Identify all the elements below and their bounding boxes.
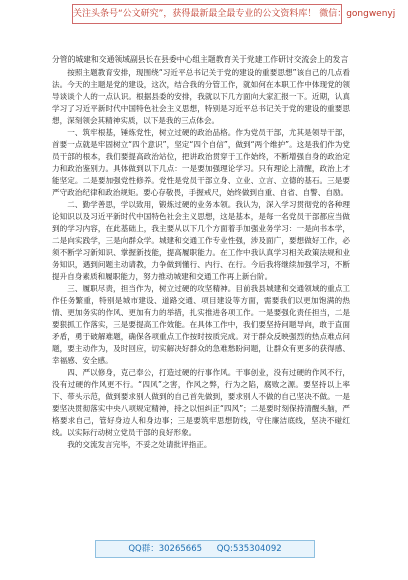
paragraph: 按照主题教育安排，现围绕“习近平总书记关于党的建设的重要思想”该自己的几点看法。今天的主题是党的建设，这次，结合我的分管工作，就如何在本职工作中体现党的领导谈谈个人的一点认识。根据县委的安排，我就以下几方面向大家汇报一下。近期，认真学习了习近平新时代中国特色社会主义思想，特别是习近平总书记关于党的建设的重要思想，深刻领会其精神实质，以下是我的三点体会。 <box>52 68 350 125</box>
qq-label: QQ:535304092 <box>216 544 282 554</box>
top-banner[interactable]: 关注头条号“公文研究”，获得最新最全最专业的公文资料库！ 微信：gongwenyj <box>72 4 342 24</box>
paragraph: 一、筑牢根基，锤炼党性，树立过硬的政治品格。作为党员干部，尤其是领导干部，首要一点就是牢固树立“四个意识”，坚定“四个自信”，做到“两个维护”。这是我们作为党员干部的根本，我们要提高政治站位，把讲政治贯穿于工作始终，不断增强自身的政治定力和政治鉴别力。具体做到以下几点：一是要加强理论学习。只有理论上清醒，政治上才能坚定。二是要加强党性修养。党性是党员干部立身、立业、立言、立德的基石。三是要严守政治纪律和政治规矩。要心存敬畏，手握戒尺，始终做到自重、自省、自警、自励。 <box>52 128 350 197</box>
document-body <box>52 54 350 451</box>
paragraph: 四、严以修身，克己奉公，打造过硬的行事作风。干事创业，没有过硬的作风不行，没有过硬的作风更不行。“四风”之害，作风之弊，行为之陷，腐败之源。要坚持以上率下、带头示范，做到要求别人做到的自己首先做到，要求别人不做的自己坚决不做。一是要坚决贯彻落实中央八项规定精神，持之以恒纠正“四风”；二是要时刻保持清醒头脑，严格要求自己，管好身边人和身边事；三是要筑牢思想防线，守住廉洁底线，坚决不碰红线。以实际行动树立党员干部的良好形象。 <box>52 368 350 437</box>
paragraph: 二、勤学善思，学以致用，锻炼过硬的业务本领。我认为，深入学习贯彻党的各种理论知识以及习近平新时代中国特色社会主义思想，这是基本，是每一名党员干部都应当做到的学习内容，在此基础上，我主要从以下几个方面着手加强业务学习：一是向书本学，二是向实践学，三是向群众学。城建和交通工作专业性强，涉及面广，要想做好工作，必须不断学习新知识、掌握新技能，提高履职能力。在工作中我认真学习相关政策法规和业务知识，遇到问题主动请教，力争做到懂行、内行、在行。今后我将继续加强学习，不断提升自身素质和履职能力，努力推动城建和交通工作再上新台阶。 <box>52 200 350 281</box>
bottom-banner[interactable] <box>95 540 315 558</box>
document-title: 分管的城建和交通领域副县长在县委中心组主题教育关于党建工作研讨交流会上的发言 <box>52 55 349 64</box>
paragraph: 三、履职尽责，担当作为，树立过硬的攻坚精神。目前我县城建和交通领域的重点工作任务繁重，特别是城市建设、道路交通、项目建设等方面，需要我们以更加饱满的热情、更加务实的作风、更加有力的举措，扎实推进各项工作。一是要强化责任担当，二是要狠抓工作落实，三是要提高工作效能。在具体工作中，我们要坚持问题导向，敢于直面矛盾，勇于破解难题，确保各项重点工作按时按质完成。对于群众反映强烈的热点难点问题，要主动作为，及时回应，切实解决好群众的急难愁盼问题，让群众有更多的获得感、幸福感、安全感。 <box>52 284 350 365</box>
paragraph: 我的交流发言完毕，不妥之处请批评指正。 <box>67 440 212 449</box>
qq-group-label: QQ群：30265665 <box>128 544 203 554</box>
